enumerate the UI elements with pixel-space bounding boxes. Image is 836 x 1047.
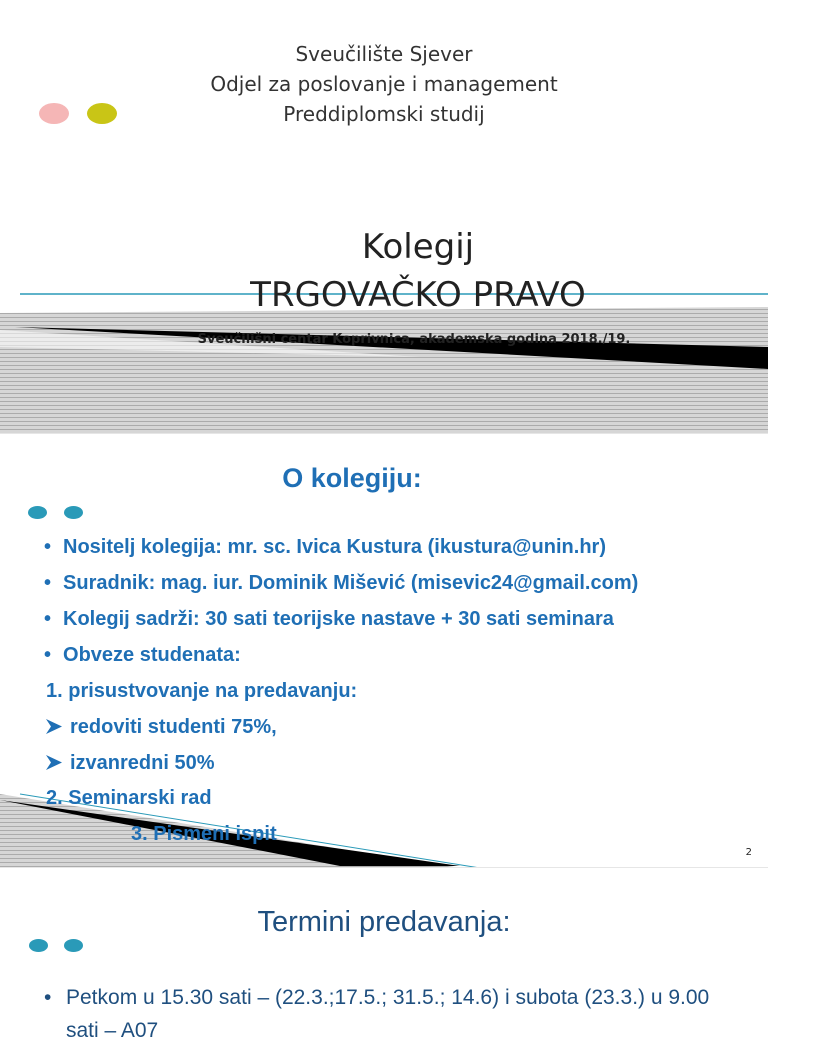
department-name: Odjel za poslovanje i management [210,72,558,96]
arrow-bullet-icon [46,755,62,770]
title-slide [0,0,768,433]
sub-list-item: izvanredni 50% [46,752,215,775]
schedule-text: Petkom u 15.30 sati – (22.3.;17.5.; 31.5.; 14.6) i subota (23.3.) u 9.00 sati – A07 [66,986,710,1042]
page-number: 2 [745,847,752,858]
numbered-item: 1. prisustvovanje na predavanju: [46,680,358,702]
decorative-dot [28,506,47,519]
section-title: Termini predavanja: [257,906,511,938]
decorative-dot [64,506,83,519]
lecture-schedule-slide [0,867,768,1042]
list-item: • Petkom u 15.30 sati – (22.3.;17.5.; 31.5.; 14.6) i subota (23.3.) u 9.00 sati – A07 [44,981,734,1047]
decorative-dot [29,939,48,952]
academic-year-subtitle: Sveučilišni centar Koprivnica, akademska godina 2018./19. [197,332,631,347]
list-item: • Kolegij sadrži: 30 sati teorijske nastave + 30 sati seminara [44,608,614,630]
list-item: • Nositelj kolegija: mr. sc. Ivica Kustura (ikustura@unin.hr) [44,536,606,558]
course-label: Kolegij [361,227,475,267]
decorative-dot [64,939,83,952]
course-title: TRGOVAČKO PRAVO [250,275,586,315]
list-item: • Obveze studenata: [44,644,241,666]
course-info-slide [0,433,768,868]
university-name: Sveučilište Sjever [295,42,473,66]
decorative-dot-pink [39,103,69,124]
numbered-item: 2. Seminarski rad [46,787,212,809]
arrow-bullet-icon [46,719,62,734]
study-level: Preddiplomski studij [283,102,485,126]
list-item: • Suradnik: mag. iur. Dominik Mišević (misevic24@gmail.com) [44,572,639,594]
decorative-dot-olive [87,103,117,124]
hatched-band [0,307,768,433]
sub-list-item: redoviti studenti 75%, [46,716,277,739]
numbered-item: 3. Pismeni ispit [131,823,277,845]
section-title: O kolegiju: [282,463,422,493]
